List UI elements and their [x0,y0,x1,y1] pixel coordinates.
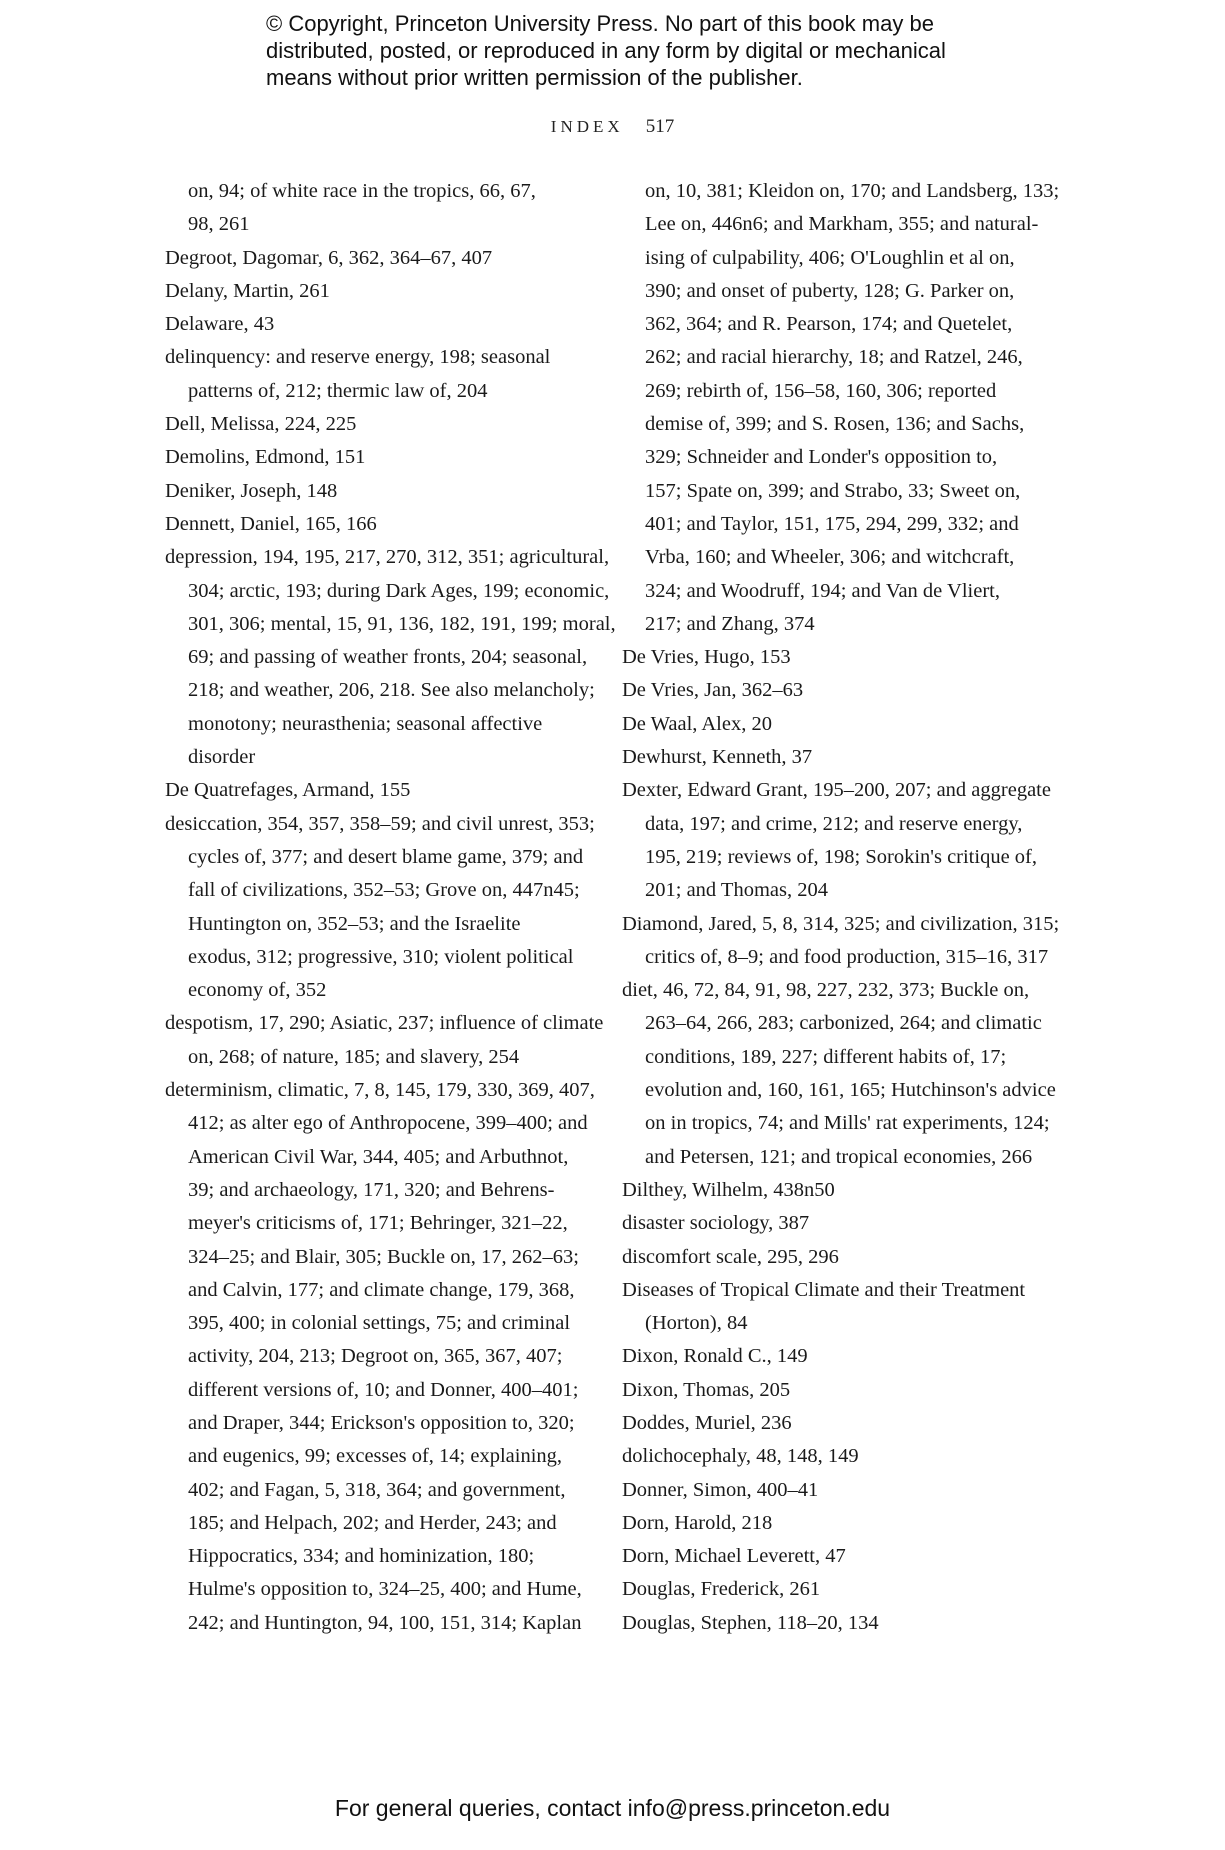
index-entry-line: dolichocephaly, 48, 148, 149 [622,1445,859,1468]
index-entry-line: 39; and archaeology, 171, 320; and Behrens- [188,1178,555,1201]
running-head [0,116,1225,138]
index-entry-line: despotism, 17, 290; Asiatic, 237; influence of climate [165,1012,604,1035]
index-entry-line: diet, 46, 72, 84, 91, 98, 227, 232, 373; Buckle on, [622,979,1030,1002]
index-entry-line: patterns of, 212; thermic law of, 204 [188,379,488,402]
index-entry-line: cycles of, 377; and desert blame game, 379; and [188,845,584,868]
index-entry-line: discomfort scale, 295, 296 [622,1245,839,1268]
index-entry-line: depression, 194, 195, 217, 270, 312, 351; agricultural, [165,546,610,569]
index-entry-line: desiccation, 354, 357, 358–59; and civil unrest, 353; [165,812,595,835]
index-entry-line: demise of, 399; and S. Rosen, 136; and Sachs, [645,413,1025,436]
index-entry-line: Hulme's opposition to, 324–25, 400; and Hume, [188,1578,582,1601]
index-entry-line: Lee on, 446n6; and Markham, 355; and natural- [645,213,1039,236]
index-entry-line: determinism, climatic, 7, 8, 145, 179, 330, 369, 407, [165,1079,595,1102]
index-entry-line: on, 268; of nature, 185; and slavery, 254 [188,1045,520,1068]
index-entry-line: De Vries, Jan, 362–63 [622,679,804,702]
index-entry-line: 262; and racial hierarchy, 18; and Ratzel, 246, [645,346,1023,369]
index-entry-line: 242; and Huntington, 94, 100, 151, 314; Kaplan [188,1611,582,1634]
index-entry-line: Douglas, Stephen, 118–20, 134 [622,1611,879,1634]
index-entry-line: meyer's criticisms of, 171; Behringer, 321–22, [188,1212,568,1235]
index-entry-line: 304; arctic, 193; during Dark Ages, 199; economic, [188,579,610,602]
index-entry-line: and Petersen, 121; and tropical economies, 266 [645,1145,1033,1168]
index-entry-line: Demolins, Edmond, 151 [165,446,366,469]
index-entry-line: Delany, Martin, 261 [165,279,330,302]
index-entry-line: exodus, 312; progressive, 310; violent political [188,945,574,968]
index-entry-line: fall of civilizations, 352–53; Grove on, 447n45; [188,879,580,902]
index-entry-line: different versions of, 10; and Donner, 400–401; [188,1378,579,1401]
index-entry-line: 362, 364; and R. Pearson, 174; and Quetelet, [645,313,1013,336]
section-title: INDEX [550,117,624,136]
index-entry-line: Huntington on, 352–53; and the Israelite [188,912,521,935]
copyright-line: distributed, posted, or reproduced in any form by digital or mechanical [266,38,946,63]
index-entry-line: 324; and Woodruff, 194; and Van de Vliert, [645,579,1000,602]
index-entry-line: delinquency: and reserve energy, 198; seasonal [165,346,551,369]
index-entry-line: evolution and, 160, 161, 165; Hutchinson's advice [645,1079,1056,1102]
index-entry-line: Dixon, Thomas, 205 [622,1378,791,1401]
index-entry-line: Dennett, Daniel, 165, 166 [165,512,377,535]
copyright-line: means without prior written permission of the publisher. [266,65,803,90]
index-entry-line: and eugenics, 99; excesses of, 14; explaining, [188,1445,563,1468]
index-entry-line: Doddes, Muriel, 236 [622,1411,792,1434]
index-entry-line: and Draper, 344; Erickson's opposition to, 320; [188,1411,575,1434]
index-entry-line: Donner, Simon, 400–41 [622,1478,819,1501]
index-entry-line: on, 94; of white race in the tropics, 66, 67, [188,180,536,202]
index-entry-line: 263–64, 266, 283; carbonized, 264; and climatic [645,1012,1042,1035]
index-entry-line: Diseases of Tropical Climate and their Treatment [622,1278,1026,1301]
index-entry-line: 329; Schneider and Londer's opposition to, [645,446,998,469]
index-entry-line: 69; and passing of weather fronts, 204; seasonal, [188,646,588,669]
index-entry-line: 395, 400; in colonial settings, 75; and criminal [188,1312,571,1335]
index-entry-line: ising of culpability, 406; O'Loughlin et al on, [645,246,1015,269]
page-number: 517 [645,116,675,137]
index-entry-line: Vrba, 160; and Wheeler, 306; and witchcraft, [645,546,1015,569]
index-entry-line: 390; and onset of puberty, 128; G. Parker on, [645,279,1015,302]
index-entry-line: Dexter, Edward Grant, 195–200, 207; and aggregate [622,779,1051,802]
index-entry-line: De Vries, Hugo, 153 [622,646,791,669]
index-entry-line: Delaware, 43 [165,313,275,336]
index-entry-line: Dixon, Ronald C., 149 [622,1345,808,1368]
copyright-line: © Copyright, Princeton University Press. No part of this book may be [266,11,934,36]
index-entry-line: 412; as alter ego of Anthropocene, 399–400; and [188,1112,588,1135]
index-entry-line: disorder [188,746,256,769]
index-entry-line: De Quatrefages, Armand, 155 [165,779,411,802]
index-entry-line: on in tropics, 74; and Mills' rat experiments, 124; [645,1112,1050,1135]
index-entry-line: Dilthey, Wilhelm, 438n50 [622,1178,835,1201]
index-entry-line: 402; and Fagan, 5, 318, 364; and government, [188,1478,566,1501]
index-column-left [165,175,616,1640]
index-entry-line: Deniker, Joseph, 148 [165,479,338,502]
index-entry-line: Hippocratics, 334; and hominization, 180; [188,1545,535,1568]
index-entry-line: 269; rebirth of, 156–58, 160, 306; reported [645,379,997,402]
index-entry-line: conditions, 189, 227; different habits of, 17; [645,1045,1007,1068]
index-entry-line: Dorn, Harold, 218 [622,1511,773,1534]
index-entry-line: American Civil War, 344, 405; and Arbuthnot, [188,1145,569,1168]
index-entry-line: and Calvin, 177; and climate change, 179, 368, [188,1278,575,1301]
index-entry-line: Dewhurst, Kenneth, 37 [622,746,813,769]
index-column-right [622,175,1060,1640]
footer-contact: For general queries, contact info@press.princeton.edu [334,1795,891,1821]
index-entry-line: 218; and weather, 206, 218. See also melancholy; [188,679,595,702]
index-entry-line: 185; and Helpach, 202; and Herder, 243; and [188,1511,557,1534]
index-entry-line: disaster sociology, 387 [622,1212,810,1235]
index-entry-line: economy of, 352 [188,979,327,1002]
index-entry-line: De Waal, Alex, 20 [622,712,772,735]
index-entry-line: Douglas, Frederick, 261 [622,1578,821,1601]
index-entry-line: on, 10, 381; Kleidon on, 170; and Landsberg, 133; [645,180,1060,202]
index-entry-line: data, 197; and crime, 212; and reserve energy, [645,812,1023,835]
index-entry-line: 201; and Thomas, 204 [645,879,828,902]
index-entry-line: activity, 204, 213; Degroot on, 365, 367, 407; [188,1345,563,1368]
index-entry-line: Diamond, Jared, 5, 8, 314, 325; and civilization, 315; [622,912,1060,935]
index-entry-line: 217; and Zhang, 374 [645,612,815,635]
index-entry-line: Degroot, Dagomar, 6, 362, 364–67, 407 [165,246,493,269]
index-entry-line: monotony; neurasthenia; seasonal affective [188,712,543,735]
index-entry-line: critics of, 8–9; and food production, 315–16, 317 [645,945,1049,968]
index-entry-line: Dell, Melissa, 224, 225 [165,413,357,436]
index-entry-line: 195, 219; reviews of, 198; Sorokin's critique of, [645,845,1038,868]
index-entry-line: 98, 261 [188,213,250,236]
index-entry-line: 157; Spate on, 399; and Strabo, 33; Sweet on, [645,479,1021,502]
index-entry-line: (Horton), 84 [645,1312,748,1335]
copyright-notice [266,10,1026,91]
index-entry-line: 401; and Taylor, 151, 175, 294, 299, 332; and [645,512,1019,535]
index-entry-line: Dorn, Michael Leverett, 47 [622,1545,846,1568]
index-entry-line: 324–25; and Blair, 305; Buckle on, 17, 262–63; [188,1245,579,1268]
index-entry-line: 301, 306; mental, 15, 91, 136, 182, 191, 199; moral, [188,612,616,635]
